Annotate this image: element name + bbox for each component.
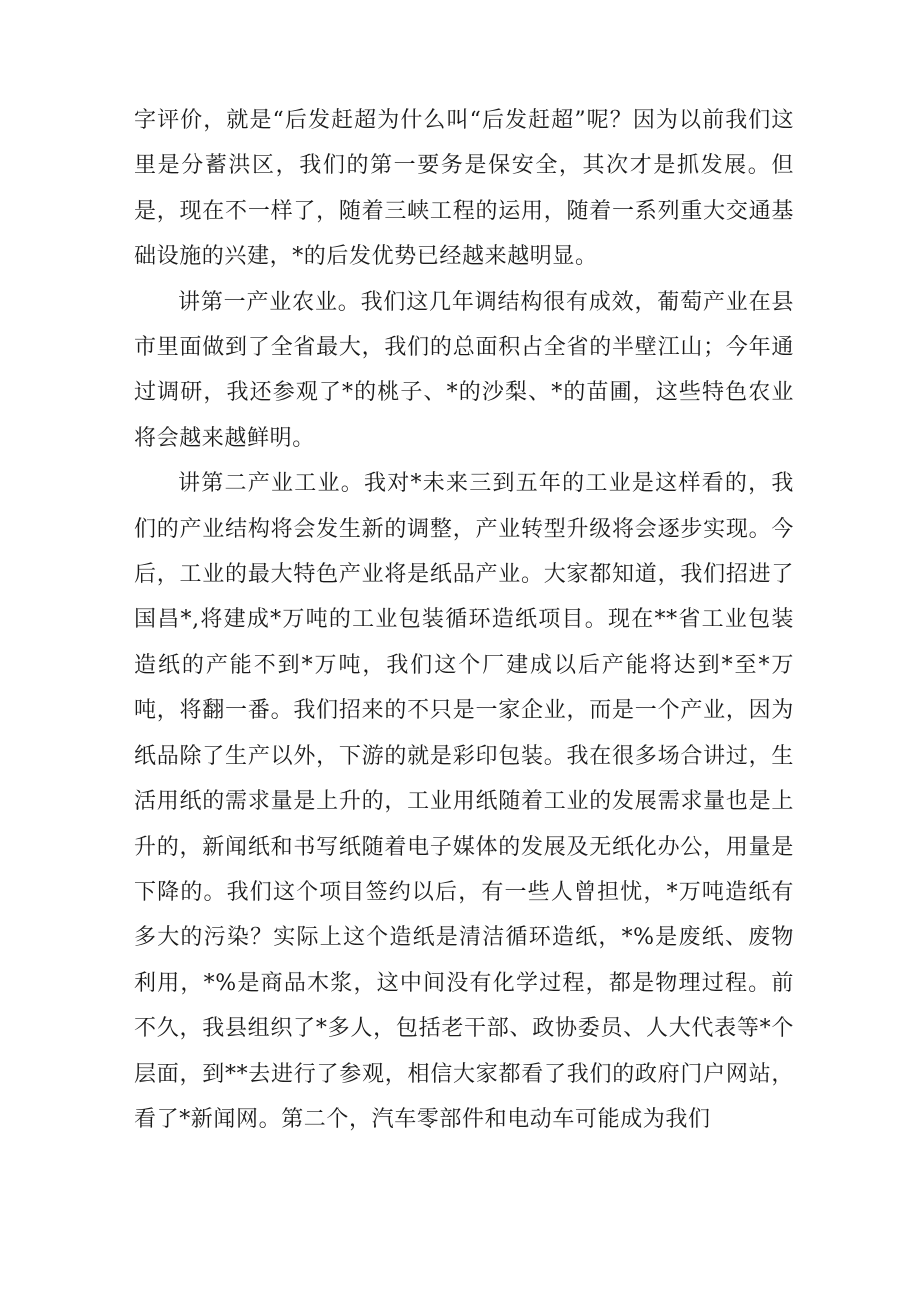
paragraph-agriculture: 讲第一产业农业。我们这几年调结构很有成效，葡萄产业在县市里面做到了全省最大，我们的总面积占全省的半壁江山；今年通过调研，我还参观了*的桃子、*的沙梨、*的苗圃，这些特色农业将会越来越鲜明。 [134,289,794,451]
document-body [134,98,794,1142]
paragraph-continuation: 字评价，就是“后发赶超为什么叫“后发赶超”呢？因为以前我们这里是分蓄洪区，我们的第一要务是保安全，其次才是抓发展。但是，现在不一样了，随着三峡工程的运用，随着一系列重大交通基础设施的兴建，*的后发优势已经越来越明显。 [134,108,794,270]
paragraph-industry: 讲第二产业工业。我对*未来三到五年的工业是这样看的，我们的产业结构将会发生新的调整，产业转型升级将会逐步实现。今后，工业的最大特色产业将是纸品产业。大家都知道，我们招进了国昌*,将建成*万吨的工业包装循环造纸项目。现在**省工业包装造纸的产能不到*万吨，我们这个厂建成以后产能将达到*至*万吨，将翻一番。我们招来的不只是一家企业，而是一个产业，因为纸品除了生产以外，下游的就是彩印包装。我在很多场合讲过，生活用纸的需求量是上升的，工业用纸随着工业的发展需求量也是上升的，新闻纸和书写纸随着电子媒体的发展及无纸化办公，用量是下降的。我们这个项目签约以后，有一些人曾担忧，*万吨造纸有多大的污染？实际上这个造纸是清洁循环造纸，*%是废纸、废物利用，*%是商品木浆，这中间没有化学过程，都是物理过程。前不久，我县组织了*多人，包括老干部、政协委员、人大代表等*个层面，到**去进行了参观，相信大家都看了我们的政府门户网站，看了*新闻网。第二个，汽车零部件和电动车可能成为我们 [134,471,794,1132]
